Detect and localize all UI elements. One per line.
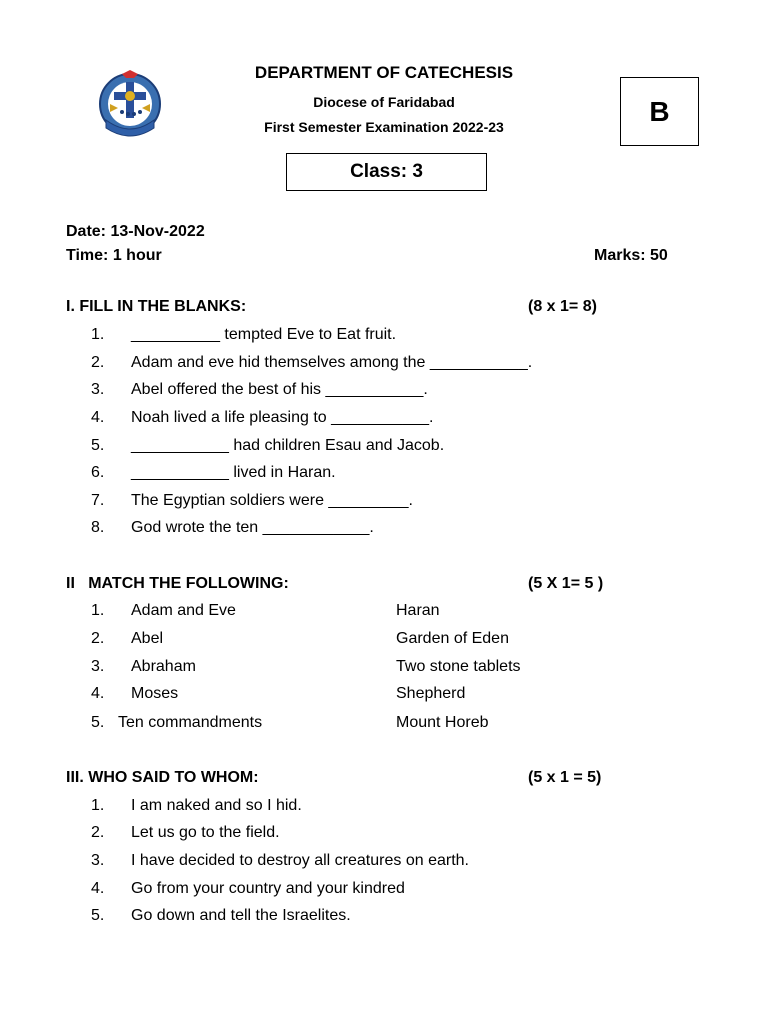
class-box bbox=[286, 153, 487, 191]
match-left-item: Abel bbox=[131, 630, 164, 647]
list-item-number: 2. bbox=[91, 630, 105, 647]
list-item: ___________ lived in Haran. bbox=[131, 464, 336, 481]
exam-date: Date: 13-Nov-2022 bbox=[66, 223, 205, 240]
match-right-item: Shepherd bbox=[396, 685, 466, 702]
section-3-marks: (5 x 1 = 5) bbox=[528, 769, 602, 786]
list-item-number: 4. bbox=[91, 880, 105, 897]
list-item: Abel offered the best of his ___________. bbox=[131, 381, 428, 398]
list-item-number: 1. bbox=[91, 797, 105, 814]
list-item-number: 5. bbox=[91, 714, 105, 731]
section-2-title: II MATCH THE FOLLOWING: bbox=[66, 575, 289, 592]
list-item: I am naked and so I hid. bbox=[131, 797, 302, 814]
list-item-number: 1. bbox=[91, 602, 105, 619]
list-item-number: 1. bbox=[91, 326, 105, 343]
match-left-item: Moses bbox=[131, 685, 179, 702]
list-item: Adam and eve hid themselves among the ___________. bbox=[131, 354, 533, 371]
match-left-item: Adam and Eve bbox=[131, 602, 236, 619]
list-item-number: 3. bbox=[91, 658, 105, 675]
list-item: I have decided to destroy all creatures on earth. bbox=[131, 852, 469, 869]
department-title: DEPARTMENT OF CATECHESIS bbox=[254, 63, 514, 82]
list-item: ___________ had children Esau and Jacob. bbox=[131, 437, 445, 454]
list-item-number: 3. bbox=[91, 852, 105, 869]
match-right-item: Garden of Eden bbox=[396, 630, 509, 647]
question-set-label: B bbox=[649, 95, 670, 127]
match-left-item: Ten commandments bbox=[118, 714, 263, 731]
section-3-title: III. WHO SAID TO WHOM: bbox=[66, 769, 259, 786]
list-item-number: 3. bbox=[91, 381, 105, 398]
class-label: Class: 3 bbox=[350, 161, 423, 182]
list-item: Go down and tell the Israelites. bbox=[131, 907, 351, 924]
exam-time: Time: 1 hour bbox=[66, 247, 162, 264]
list-item-number: 2. bbox=[91, 354, 105, 371]
list-item-number: 4. bbox=[91, 685, 105, 702]
section-2-marks: (5 X 1= 5 ) bbox=[528, 575, 604, 592]
list-item: God wrote the ten ____________. bbox=[131, 519, 374, 536]
list-item: Noah lived a life pleasing to ___________. bbox=[131, 409, 434, 426]
match-right-item: Haran bbox=[396, 602, 440, 619]
list-item: __________ tempted Eve to Eat fruit. bbox=[131, 326, 397, 343]
question-set-box bbox=[620, 77, 699, 146]
match-right-item: Mount Horeb bbox=[396, 714, 489, 731]
total-marks: Marks: 50 bbox=[594, 247, 668, 264]
list-item-number: 4. bbox=[91, 409, 105, 426]
section-1-marks: (8 x 1= 8) bbox=[528, 298, 597, 315]
list-item: Go from your country and your kindred bbox=[131, 880, 405, 897]
section-1-title: I. FILL IN THE BLANKS: bbox=[66, 298, 247, 315]
match-right-item: Two stone tablets bbox=[396, 658, 521, 675]
match-left-item: Abraham bbox=[131, 658, 196, 675]
list-item-number: 5. bbox=[91, 437, 105, 454]
list-item: Let us go to the field. bbox=[131, 824, 280, 841]
list-item-number: 8. bbox=[91, 519, 105, 536]
exam-title: First Semester Examination 2022-23 bbox=[264, 119, 504, 135]
list-item-number: 2. bbox=[91, 824, 105, 841]
list-item-number: 6. bbox=[91, 464, 105, 481]
list-item-number: 5. bbox=[91, 907, 105, 924]
list-item: The Egyptian soldiers were _________. bbox=[131, 492, 413, 509]
diocese-subtitle: Diocese of Faridabad bbox=[313, 94, 455, 110]
list-item-number: 7. bbox=[91, 492, 105, 509]
